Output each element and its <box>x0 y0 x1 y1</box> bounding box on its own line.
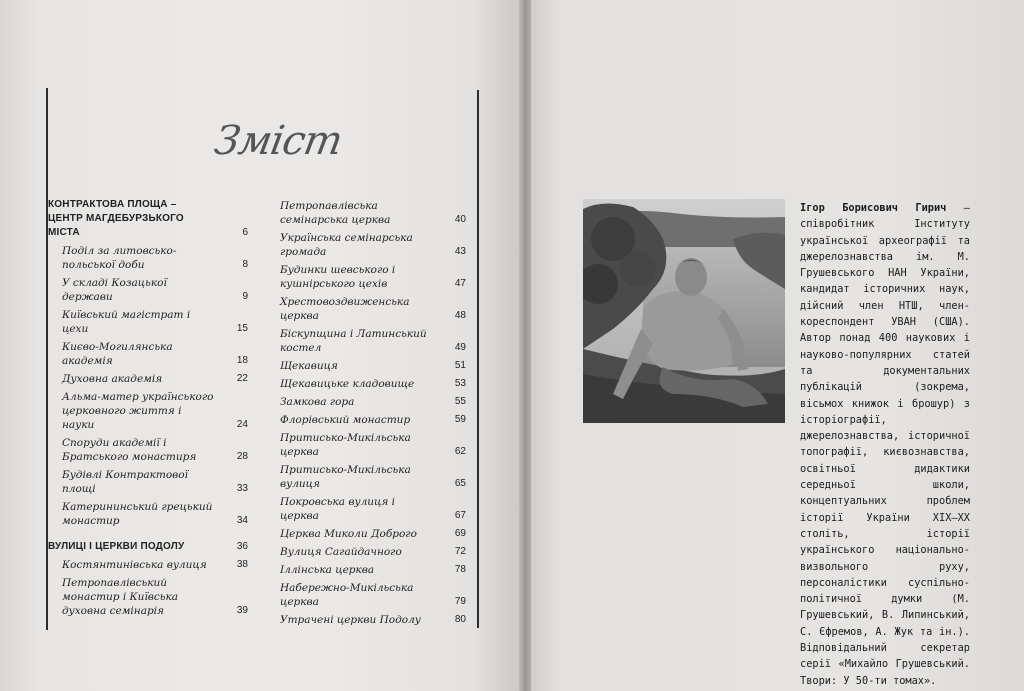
toc-entry-page: 33 <box>236 483 248 494</box>
toc-entry-title: Щекавиця <box>280 360 338 372</box>
toc-entry <box>280 327 466 355</box>
toc-entry-page: 69 <box>454 528 466 539</box>
toc-entry-title: Українська семінарська громада <box>280 232 413 258</box>
toc-entry <box>280 377 466 391</box>
toc-entry-page: 39 <box>236 605 248 616</box>
toc-entry <box>48 558 248 572</box>
toc-title: Зміст <box>210 118 346 164</box>
toc-entry-page: 79 <box>454 596 466 607</box>
toc-entry-title: Притисько-Микільська церква <box>280 432 411 458</box>
toc-entry <box>48 576 248 618</box>
toc-entry-page: 62 <box>454 446 466 457</box>
toc-entry <box>280 413 466 427</box>
toc-entry-page: 65 <box>454 478 466 489</box>
toc-entry-page: 36 <box>236 541 248 552</box>
toc-entry-title: Біскупщина і Латинський костел <box>280 328 427 354</box>
toc-entry-page: 6 <box>242 227 248 238</box>
toc-entry <box>280 263 466 291</box>
toc-entry <box>280 495 466 523</box>
toc-entry <box>48 276 248 304</box>
toc-entry-title: Поділ за литовсько-польської доби <box>62 245 177 271</box>
toc-entry <box>280 563 466 577</box>
author-bio <box>800 200 970 689</box>
toc-entry-page: 49 <box>454 342 466 353</box>
toc-entry-title: Щекавицьке кладовище <box>280 378 415 390</box>
toc-entry-title: Києво-Могилянська академія <box>62 341 173 367</box>
toc-entry <box>48 308 248 336</box>
toc-column-right <box>280 199 466 631</box>
right-margin-rule <box>477 90 479 628</box>
toc-entry-title: Будинки шевського і кушнірського цехів <box>280 264 396 290</box>
toc-entry-title: Костянтинівська вулиця <box>62 559 207 571</box>
toc-entry <box>280 581 466 609</box>
toc-entry-title: Замкова гора <box>280 396 355 408</box>
toc-entry-title: Вулиця Сагайдачного <box>280 546 402 558</box>
toc-entry-title: Альма-матер українського церковного життя і науки <box>62 391 214 431</box>
toc-entry-page: 38 <box>236 559 248 570</box>
toc-entry-page: 55 <box>454 396 466 407</box>
toc-entry-page: 53 <box>454 378 466 389</box>
toc-entry-title: Утрачені церкви Подолу <box>280 614 421 626</box>
toc-entry-title: Церква Миколи Доброго <box>280 528 417 540</box>
author-photo <box>583 199 785 423</box>
toc-entry-title: Будівлі Контрактової площі <box>62 469 188 495</box>
toc-entry-page: 43 <box>454 246 466 257</box>
toc-entry <box>280 431 466 459</box>
toc-entry-page: 24 <box>236 419 248 430</box>
toc-entry <box>48 244 248 272</box>
toc-entry-page: 9 <box>242 291 248 302</box>
toc-entry-title: Київський магістрат і цехи <box>62 309 191 335</box>
toc-entry <box>48 540 248 554</box>
toc-entry-title: Хрестовоздвиженська церква <box>280 296 410 322</box>
toc-entry-page: 8 <box>242 259 248 270</box>
toc-entry-page: 80 <box>454 614 466 625</box>
toc-entry-page: 40 <box>454 214 466 225</box>
toc-entry <box>48 436 248 464</box>
toc-entry-title: Духовна академія <box>62 373 163 385</box>
toc-entry <box>280 527 466 541</box>
toc-entry-page: 67 <box>454 510 466 521</box>
toc-entry-title: Набережно-Микільська церква <box>280 582 414 608</box>
toc-entry <box>280 231 466 259</box>
toc-entry-title: ВУЛИЦІ І ЦЕРКВИ ПОДОЛУ <box>48 541 185 552</box>
toc-entry <box>48 468 248 496</box>
toc-entry-title: Іллінська церква <box>280 564 375 576</box>
toc-entry-page: 34 <box>236 515 248 526</box>
toc-entry <box>280 359 466 373</box>
toc-entry-page: 28 <box>236 451 248 462</box>
toc-entry-page: 47 <box>454 278 466 289</box>
toc-entry-page: 51 <box>454 360 466 371</box>
toc-entry <box>48 340 248 368</box>
toc-entry <box>48 500 248 528</box>
toc-column-left <box>48 198 248 622</box>
toc-entry <box>280 199 466 227</box>
author-photo-image <box>583 199 785 423</box>
toc-entry-title: Катерининський грецький монастир <box>62 501 213 527</box>
toc-entry <box>280 545 466 559</box>
toc-entry-title: Флорівський монастир <box>280 414 411 426</box>
toc-entry-title: Петропавлівська семінарська церква <box>280 200 391 226</box>
toc-entry <box>280 295 466 323</box>
toc-entry-page: 72 <box>454 546 466 557</box>
toc-entry-title: Споруди академії і Братського монастиря <box>62 437 197 463</box>
toc-entry-page: 18 <box>236 355 248 366</box>
toc-entry-title: Притисько-Микільська вулиця <box>280 464 411 490</box>
toc-entry <box>48 198 248 240</box>
toc-entry-page: 22 <box>236 373 248 384</box>
author-name: Ігор Борисович Гирич <box>800 202 947 214</box>
toc-entry-title: Покровська вулиця і церква <box>280 496 395 522</box>
author-bio-text: – співробітник Інституту української археографії та джерелознавства ім. М. Грушевського НАН України, кандидат історичних наук, дійсний член НТШ, член-кореспондент УВАН (США). Автор понад 400 наукових і науково-популярних статей та документальних публікацій (зокрема, вісьмох книжок і брошур) з історіографії, джерелознавства, історичної топографії, києвознавства, освітньої дидактики середньої школи, концептуальних проблем історії України XIX–XX століть, історії українського національно-визвольного руху, персоналістики суспільно-політичної думки (М. Грушевський, В. Липинський, С. Єфремов, А. Жук та ін.). Відповідальний секретар серії «Михайло Грушевський. Твори: У 50-ти томах». <box>800 202 970 687</box>
toc-entry-title: У складі Козацької держави <box>62 277 167 303</box>
toc-entry-page: 15 <box>236 323 248 334</box>
toc-entry <box>280 613 466 627</box>
toc-entry-page: 48 <box>454 310 466 321</box>
toc-entry <box>48 390 248 432</box>
toc-entry <box>48 372 248 386</box>
toc-entry-title: Петропавлівський монастир і Київська духовна семінарія <box>62 577 179 617</box>
toc-entry <box>280 395 466 409</box>
toc-entry <box>280 463 466 491</box>
toc-entry-page: 78 <box>454 564 466 575</box>
toc-entry-page: 59 <box>454 414 466 425</box>
toc-entry-title: КОНТРАКТОВА ПЛОЩА – ЦЕНТР МАГДЕБУРЗЬКОГО МІСТА <box>48 199 184 238</box>
